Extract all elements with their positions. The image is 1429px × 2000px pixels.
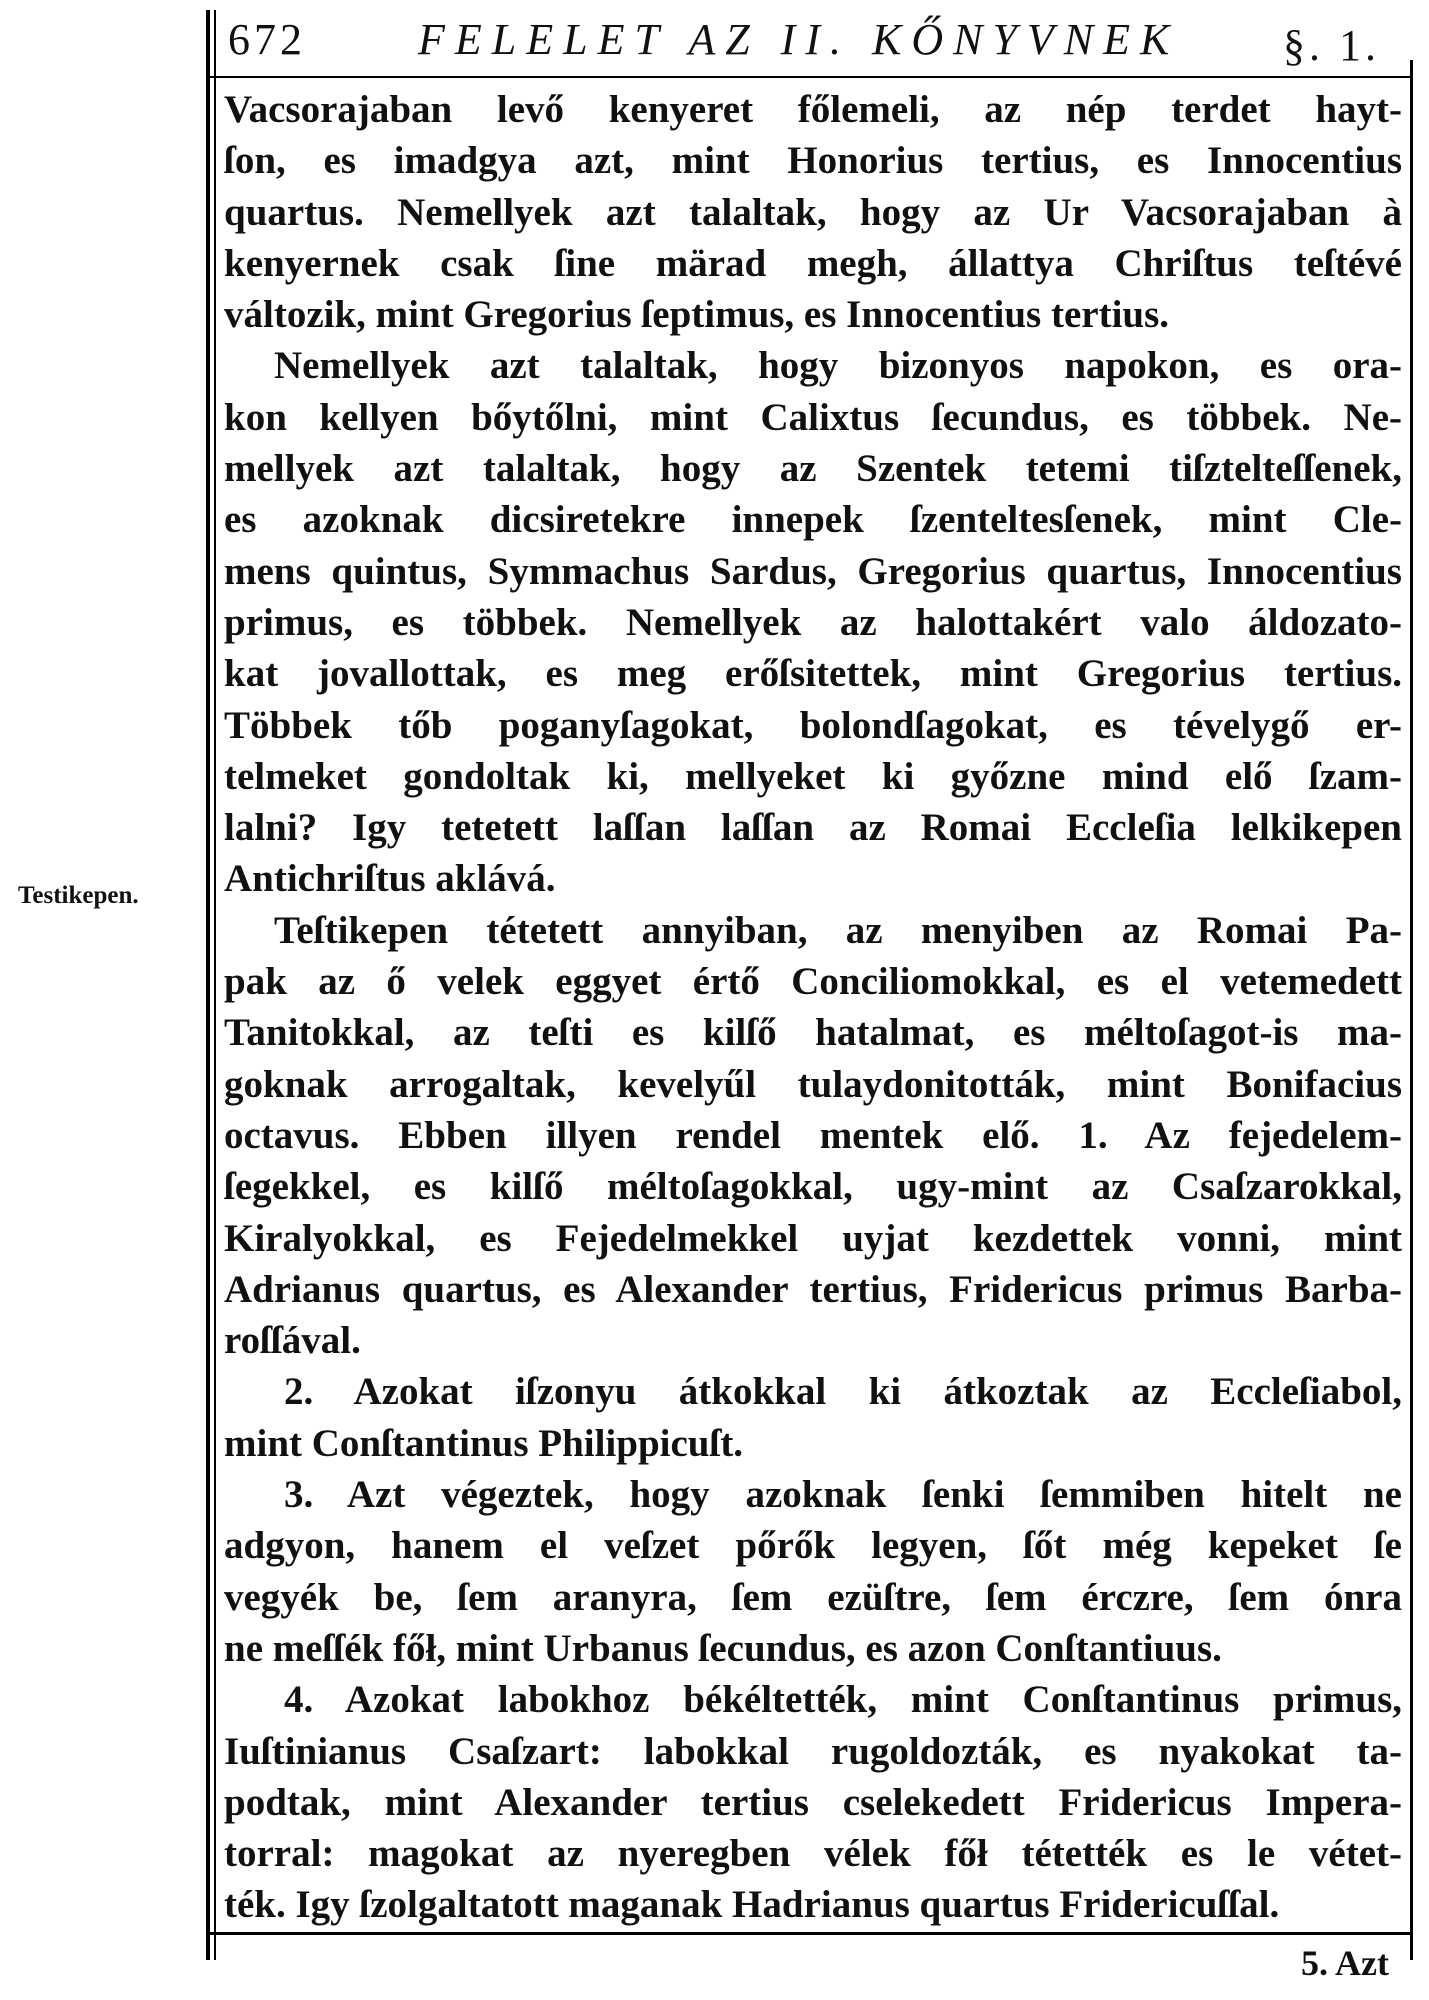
text-line: mens quintus, Symmachus Sardus, Gregorius quartus, Innocentius [224, 549, 1402, 593]
text-line: torral: magokat az nyeregben vélek főł tétették es le vétet- [224, 1832, 1402, 1876]
text-line: ſegekkel, es kilſő méltoſagokkal, ugy-mint az Csaſzarokkal, [224, 1165, 1402, 1209]
text-line: mellyek azt talaltak, hogy az Szentek tetemi tiſztelteſſenek, [224, 447, 1402, 491]
body-text [224, 84, 1402, 1931]
text-line: Antichriſtus aklává. [224, 857, 556, 901]
text-line: roſſával. [224, 1319, 361, 1363]
text-line: telmeket gondoltak ki, mellyeket ki győzne mind elő ſzam- [224, 754, 1402, 798]
bottom-rule [210, 1932, 1410, 1935]
text-line: változik, mint Gregorius ſeptimus, es Innocentius tertius. [224, 293, 1170, 337]
text-line: ſon, es imadgya azt, mint Honorius tertius, es Innocentius [224, 139, 1402, 183]
text-line: octavus. Ebben illyen rendel mentek elő. 1. Az fejedelem- [224, 1113, 1402, 1157]
text-line: Teſtikepen tétetett annyiban, az menyiben az Romai Pa- [274, 908, 1402, 952]
text-line: quartus. Nemellyek azt talaltak, hogy az Ur Vacsorajaban à [224, 190, 1402, 234]
text-line: 2. Azokat iſzonyu átkokkal ki átkoztak az Eccleſiabol, [284, 1370, 1402, 1414]
text-line: Kiralyokkal, es Fejedelmekkel uyjat kezdettek vonni, mint [224, 1216, 1402, 1260]
text-line: kat jovallottak, es meg erőſsitettek, mint Gregorius tertius. [224, 652, 1402, 696]
left-column-rule [206, 10, 210, 1960]
running-title: FELELET AZ II. KŐNYVNEK [418, 15, 1180, 64]
text-line: 3. Azt végeztek, hogy azoknak ſenki ſemmiben hitelt ne [284, 1473, 1402, 1517]
text-line: vegyék be, ſem aranyra, ſem ezüſtre, ſem érczre, ſem ónra [224, 1575, 1402, 1619]
left-column-rule-inner [214, 10, 216, 1960]
text-line: Iuſtinianus Csaſzart: labokkal rugoldozták, es nyakokat ta- [224, 1729, 1402, 1773]
header-rule [210, 76, 1410, 78]
page-number: 672 [228, 15, 306, 64]
running-header [228, 6, 1398, 74]
text-line: es azoknak dicsiretekre innepek ſzenteltesſenek, mint Cle- [224, 498, 1402, 542]
text-line: podtak, mint Alexander tertius cselekedett Fridericus Impera- [224, 1780, 1402, 1824]
text-line: primus, es többek. Nemellyek az halottakért valo áldozato- [224, 600, 1402, 644]
text-line: mint Conſtantinus Philippicuſt. [224, 1421, 744, 1465]
section-mark: §. 1. [1283, 21, 1380, 70]
text-line: pak az ő velek eggyet értő Conciliomokkal, es el vetemedett [224, 960, 1402, 1004]
text-line: Adrianus quartus, es Alexander tertius, Fridericus primus Barba- [224, 1267, 1402, 1311]
text-line: Többek tőb poganyſagokat, bolondſagokat, es tévelygő er- [224, 703, 1402, 747]
text-line: goknak arrogaltak, kevelyűl tulaydonitották, mint Bonifacius [224, 1062, 1402, 1106]
margin-note: Testikepen. [18, 882, 139, 909]
text-line: kenyernek csak ſine märad megh, állattya Chriſtus teſtévé [224, 241, 1402, 285]
text-line: ne meſſék főł, mint Urbanus ſecundus, es azon Conſtantiuus. [224, 1626, 1222, 1670]
right-edge-rule [1410, 60, 1413, 1960]
text-line: kon kellyen bőytőlni, mint Calixtus ſecundus, es többek. Ne- [224, 395, 1402, 439]
catchword: 5. Azt [1301, 1943, 1389, 1983]
text-line: Vacsorajaban levő kenyeret főlemeli, az nép terdet hayt- [224, 88, 1402, 131]
text-line: adgyon, hanem el veſzet pőrők legyen, ſőt még kepeket ſe [224, 1524, 1402, 1568]
text-line: Tanitokkal, az teſti es kilſő hatalmat, es méltoſagot-is ma- [224, 1011, 1402, 1055]
text-line: 4. Azokat labokhoz békéltették, mint Conſtantinus primus, [284, 1678, 1402, 1722]
text-line: ték. Igy ſzolgaltatott maganak Hadrianus quartus Fridericuſſal. [224, 1883, 1280, 1927]
text-line: lalni? Igy tetetett laſſan laſſan az Romai Eccleſia lelkikepen [224, 806, 1402, 850]
text-line: Nemellyek azt talaltak, hogy bizonyos napokon, es ora- [274, 344, 1402, 388]
